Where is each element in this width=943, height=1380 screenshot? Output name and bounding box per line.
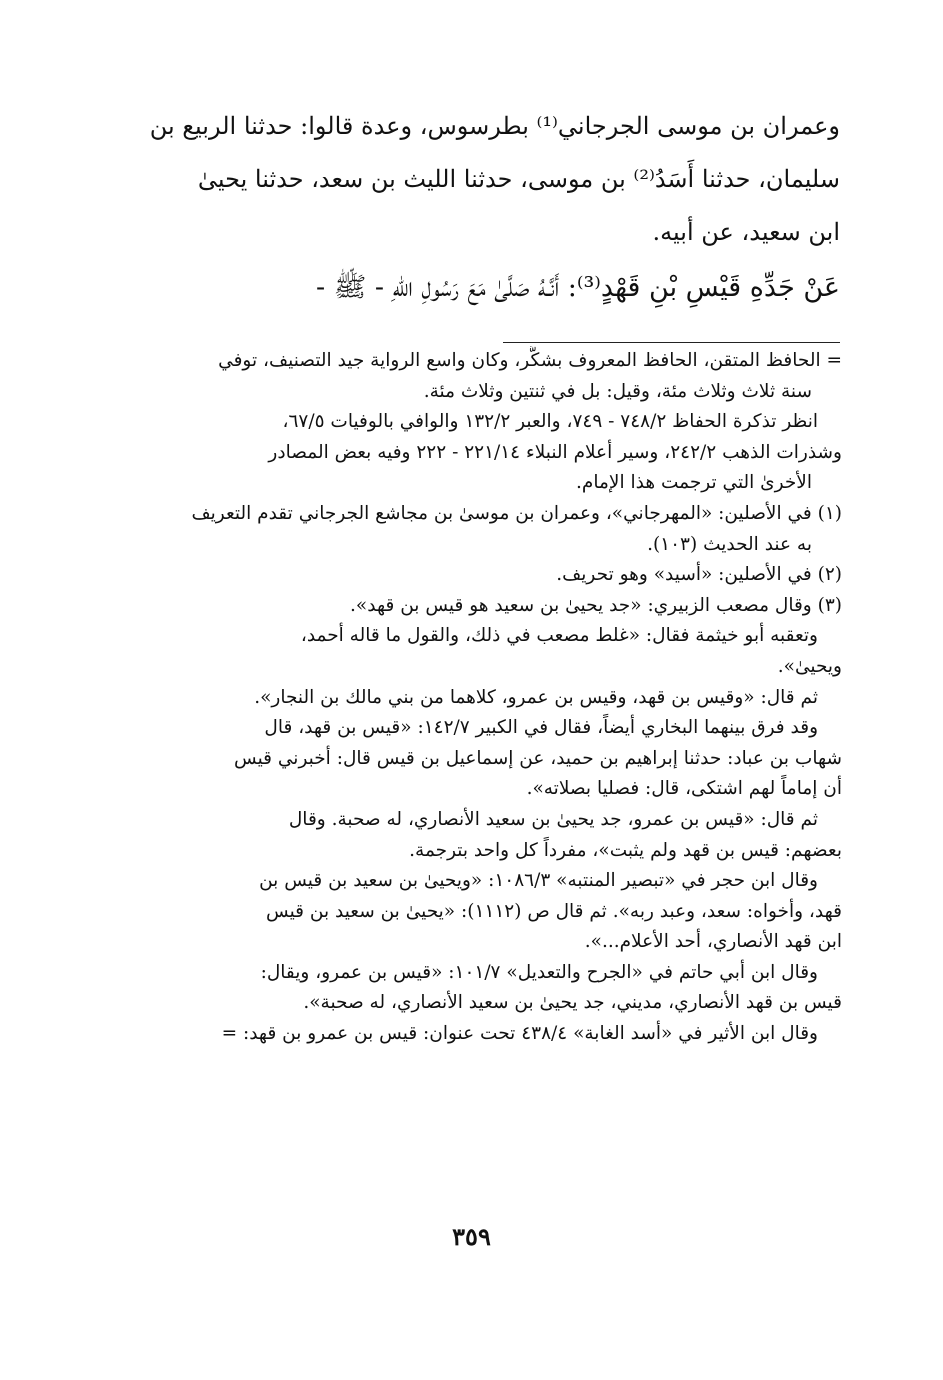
footnote-line: (١) في الأصلين: «المهرجاني»، وعمران بن موسىٰ بن مجاشع الجرجاني تقدم التعريف — [191, 502, 842, 524]
page-number: ٣٥٩ — [452, 1222, 491, 1251]
footnote-line: بعضهم: قيس بن قهد ولم يثبت»، مفرداً كل واحد بترجمة. — [409, 839, 842, 861]
footnote-line: ثم قال: «وقيس بن قهد، وقيس بن عمرو، كلاهما من بني مالك بن النجار». — [254, 686, 818, 708]
footnote-line: (٢) في الأصلين: «أسيد» وهو تحريف. — [556, 564, 842, 586]
footnote-line: أن إماماً لهم اشتكى، قال: فصليا بصلاته». — [526, 778, 842, 800]
footnote-separator — [503, 342, 840, 343]
footnote-line: ابن قهد الأنصاري، أحد الأعلام...». — [584, 931, 842, 953]
footnote-line: شهاب بن عباد: حدثنا إبراهيم بن حميد، عن إسماعيل بن قيس قال: أخبرني قيس — [234, 747, 842, 769]
footnote-line: انظر تذكرة الحفاظ ٧٤٨/٢ - ٧٤٩، والعبر ١٣٢/٢ والوافي بالوفيات ٦٧/٥، — [282, 411, 818, 433]
main-text-line: سليمان، حدثنا أَسَدُ⁽²⁾ بن موسى، حدثنا الليث بن سعد، حدثنا يحيىٰ — [197, 165, 840, 193]
footnote-line: وقال ابن أبي حاتم في «الجرح والتعديل» ١٠١/٧: «قيس بن عمرو، ويقال: — [260, 961, 818, 983]
footnote-line: وقال ابن حجر في «تبصير المنتبه» ١٠٨٦/٣: «ويحيىٰ بن سعيد بن قيس بن — [259, 870, 818, 892]
footnote-line: (٣) وقال مصعب الزبيري: «جد يحيىٰ بن سعيد هو قيس بن قهد». — [350, 594, 842, 616]
main-text — [120, 100, 840, 317]
footnote-line: ويحيىٰ». — [777, 655, 842, 677]
main-text-line: وعمران بن موسى الجرجاني⁽¹⁾ بطرسوس، وعدة قالوا: حدثنا الربيع بن — [149, 112, 840, 140]
footnote-line: الأخرىٰ التي ترجمت هذا الإمام. — [576, 472, 812, 494]
footnote-line: ثم قال: «قيس بن عمرو، جد يحيىٰ بن سعيد الأنصاري، له صحبة. وقال — [288, 808, 818, 830]
hadith-line: عَنْ جَدِّهِ قَيْسِ بْنِ قَهْدٍ⁽³⁾: أَنَّـهُ صَلَّىٰ مَعَ رَسُولِ اللهِ - ﷺ - — [316, 272, 840, 303]
main-text-line: ابن سعيد، عن أبيه. — [652, 218, 840, 246]
footnote-line: سنة ثلاث وثلاث مئة، وقيل: بل في ثنتين وثلاث مئة. — [423, 380, 812, 402]
footnotes — [118, 346, 842, 1050]
footnote-line: وشذرات الذهب ٢٤٢/٢، وسير أعلام النبلاء ٢٢١/١٤ - ٢٢٢ وفيه بعض المصادر — [268, 441, 842, 463]
footnote-line: وقال ابن الأثير في «أسد الغابة» ٤٣٨/٤ تحت عنوان: قيس بن عمرو بن قهد: = — [221, 1023, 818, 1045]
footnote-line: = الحافظ المتقن، الحافظ المعروف بشكَّر، وكان واسع الرواية جيد التصنيف، توفي — [218, 350, 842, 371]
footnote-line: قيس بن قهد الأنصاري، مديني، جد يحيىٰ بن سعيد الأنصاري، له صحبة». — [303, 992, 842, 1014]
footnote-line: به عند الحديث (١٠٣). — [647, 533, 812, 555]
footnote-line: وتعقبه أبو خيثمة فقال: «غلط مصعب في ذلك، والقول ما قاله أحمد، — [300, 625, 818, 647]
footnote-line: وقد فرق بينهما البخاري أيضاً، فقال في الكبير ١٤٢/٧: «قيس بن قهد، قال — [264, 717, 818, 739]
footnote-line: قهد، وأخواه: سعد، وعبد ربه». ثم قال ص (١١١٢): «يحيىٰ بن سعيد بن قيس — [266, 900, 842, 922]
